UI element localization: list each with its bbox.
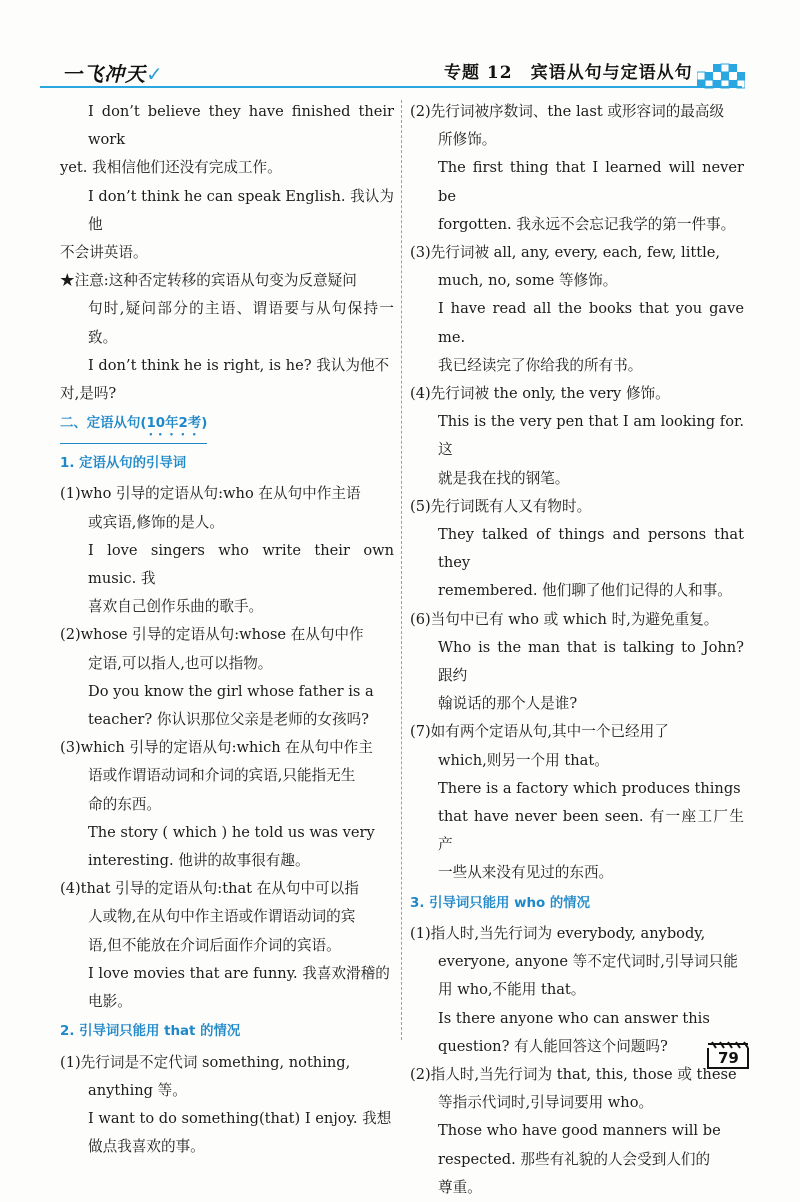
- example-line: There is a factory which produces things: [438, 779, 741, 797]
- rule-line: (3)先行词被 all, any, every, each, few, little,: [410, 244, 721, 262]
- rule-line: (4)that 引导的定语从句:that 在从句中可以指: [60, 880, 359, 898]
- rule-line: 或宾语,修饰的是人。: [88, 513, 224, 531]
- example-line: Those who have good manners will be: [438, 1122, 721, 1140]
- rule-line: (6)当句中已有 who 或 which 时,为避免重复。: [410, 610, 719, 628]
- right-column: [410, 98, 744, 1202]
- example-line: 我已经读完了你给我的所有书。: [438, 356, 643, 374]
- example-line: They talked of things and persons that they: [438, 526, 744, 572]
- text-line: 不会讲英语。: [60, 244, 148, 262]
- rule-line: (1)who 引导的定语从句:who 在从句中作主语: [60, 485, 361, 503]
- subsection-heading: 1. 定语从句的引导词: [60, 456, 187, 472]
- note-line: 句时,疑问部分的主语、谓语要与从句保持一致。: [88, 300, 394, 346]
- page-number-badge: [704, 1040, 752, 1070]
- example-line: The first thing that I learned will never be: [438, 159, 744, 205]
- example-line: 一些从来没有见过的东西。: [438, 864, 614, 882]
- example-line: 电影。: [88, 993, 132, 1011]
- example-line: I love singers who write their own music. 我: [88, 541, 394, 588]
- left-column: [60, 98, 394, 1161]
- example-line: I want to do something(that) I enjoy. 我想: [88, 1109, 392, 1127]
- example-line: remembered. 他们聊了他们记得的人和事。: [438, 582, 732, 600]
- rule-line: 命的东西。: [88, 795, 161, 813]
- rule-line: (2)whose 引导的定语从句:whose 在从句中作: [60, 626, 364, 644]
- example-line: interesting. 他讲的故事很有趣。: [88, 852, 310, 870]
- rule-line: (2)先行词被序数词、the last 或形容词的最高级: [410, 103, 725, 120]
- column-divider: [401, 100, 402, 1040]
- rule-line: (4)先行词被 the only, the very 修饰。: [410, 385, 670, 403]
- exam-count: 10年2考: [146, 416, 202, 432]
- example-line: question? 有人能回答这个问题吗?: [438, 1037, 668, 1055]
- rule-line: (2)指人时,当先行词为 that, this, those 或 these: [410, 1065, 737, 1083]
- rule-line: (1)先行词是不定代词 something, nothing,: [60, 1053, 351, 1071]
- example-line: respected. 那些有礼貌的人会受到人们的: [438, 1150, 711, 1168]
- text-line: yet. 我相信他们还没有完成工作。: [60, 159, 282, 177]
- rule-line: everyone, anyone 等不定代词时,引导词只能: [438, 953, 738, 971]
- rule-line: anything 等。: [88, 1081, 187, 1099]
- example-line: Is there anyone who can answer this: [438, 1009, 710, 1027]
- section-heading: 二、定语从句(10年2考): [60, 410, 394, 448]
- page-number: 79: [718, 1049, 739, 1067]
- subsection-heading: 3. 引导词只能用 who 的情况: [410, 895, 591, 911]
- text-line: I don’t think he is right, is he? 我认为他不: [88, 356, 390, 374]
- rule-line: 用 who,不能用 that。: [438, 981, 586, 999]
- example-line: I have read all the books that you gave me.: [438, 300, 744, 346]
- example-line: 做点我喜欢的事。: [88, 1138, 205, 1156]
- example-line: 喜欢自己创作乐曲的歌手。: [88, 598, 264, 616]
- rule-line: (1)指人时,当先行词为 everybody, anybody,: [410, 924, 706, 942]
- rule-line: 人或物,在从句中作主语或作谓语动词的宾: [88, 908, 356, 926]
- text-line: I don’t believe they have finished their work: [88, 103, 394, 149]
- rule-line: 定语,可以指人,也可以指物。: [88, 654, 273, 672]
- rule-line: 语或作谓语动词和介词的宾语,只能指无生: [88, 767, 356, 785]
- rule-line: which,则另一个用 that。: [438, 751, 609, 769]
- note-line: ★注意:这种否定转移的宾语从句变为反意疑问: [60, 272, 357, 290]
- example-line: The story ( which ) he told us was very: [88, 823, 375, 841]
- rule-line: (7)如有两个定语从句,其中一个已经用了: [410, 723, 669, 741]
- example-line: 就是我在找的钢笔。: [438, 469, 570, 487]
- rule-line: (3)which 引导的定语从句:which 在从句中作主: [60, 739, 373, 757]
- topic-title: 专题 12 宾语从句与定语从句: [444, 63, 693, 83]
- example-line: 尊重。: [438, 1178, 482, 1196]
- example-line: This is the very pen that I am looking for. 这: [438, 413, 744, 459]
- example-line: forgotten. 我永远不会忘记我学的第一件事。: [438, 215, 736, 233]
- example-line: Who is the man that is talking to John? 跟约: [438, 638, 744, 685]
- page-header: [0, 0, 800, 96]
- example-line: teacher? 你认识那位父亲是老师的女孩吗?: [88, 711, 369, 729]
- rule-line: 所修饰。: [438, 131, 497, 149]
- example-line: Do you know the girl whose father is a: [88, 682, 374, 700]
- header-rule: [40, 86, 742, 88]
- example-line: that have never been seen. 有一座工厂生产: [438, 808, 744, 854]
- text-line: I don’t think he can speak English. 我认为他: [88, 187, 394, 233]
- text-line: 对,是吗?: [60, 385, 117, 403]
- subsection-heading: 2. 引导词只能用 that 的情况: [60, 1024, 241, 1040]
- example-line: 翰说话的那个人是谁?: [438, 695, 578, 713]
- rule-line: 语,但不能放在介词后面作介词的宾语。: [88, 936, 341, 954]
- rule-line: 等指示代词时,引导词要用 who。: [438, 1094, 654, 1112]
- rule-line: (5)先行词既有人又有物时。: [410, 497, 592, 515]
- brand-logo: 一飞冲天✓: [62, 62, 164, 86]
- checker-decoration-icon: [697, 60, 745, 92]
- example-line: I love movies that are funny. 我喜欢滑稽的: [88, 964, 390, 982]
- rule-line: much, no, some 等修饰。: [438, 272, 618, 290]
